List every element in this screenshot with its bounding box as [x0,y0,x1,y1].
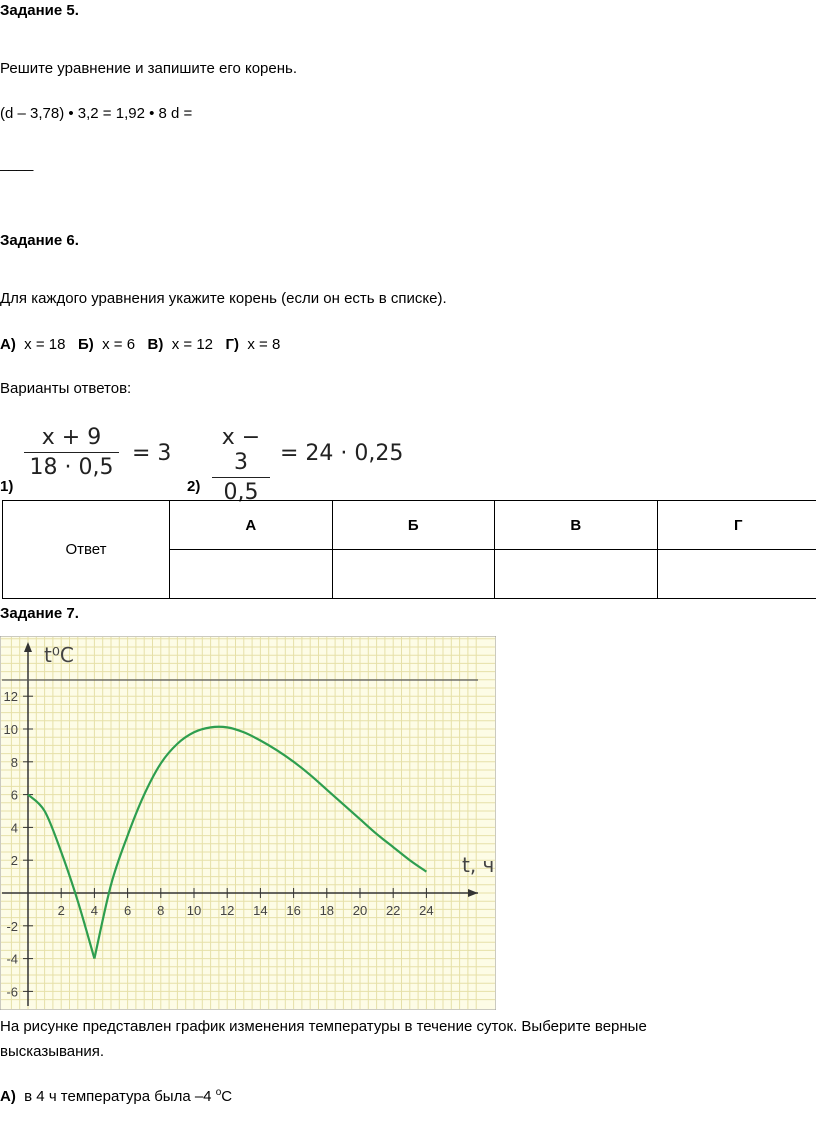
temperature-chart [0,636,496,1010]
task5-equation: (d – 3,78) • 3,2 = 1,92 • 8 d = [0,105,193,122]
option-b-label: Б) [77,336,94,353]
header-a: А [170,501,333,550]
answer-cell-d[interactable] [657,550,816,599]
x-tick-label: 2 [57,903,65,918]
y-tick-label: 2 [10,853,18,869]
answer-label: Ответ [3,501,170,599]
y-tick-label: -6 [6,984,18,1000]
x-tick-label: 4 [90,903,99,918]
task5-instruction: Решите уравнение и запишите его корень. [0,60,298,77]
header-d: Г [657,501,816,550]
answer-cell-c[interactable] [495,550,658,599]
option-d-label: Г) [225,336,240,353]
x-tick-label: 14 [253,903,268,918]
task7-description: На рисунке представлен график изменения температуры в течение суток. Выберите верные [0,1018,647,1035]
eq2-denominator: 0,5 [223,480,259,505]
option-a-text: x = 18 [24,336,66,353]
eq1-denominator: 18 · 0,5 [29,455,114,480]
x-tick-label: 18 [319,903,335,918]
x-tick-label: 20 [352,903,368,918]
eq1-number: 1) [0,478,14,495]
eq2-rhs: = 24 · 0,25 [280,441,404,466]
y-tick-label: 10 [3,722,18,737]
task5-answer-line[interactable]: ____ [0,155,34,172]
y-tick-label: 8 [10,754,18,770]
eq1-fraction [24,425,119,480]
y-tick-label: 4 [10,820,18,836]
eq2-numerator: x − 3 [221,425,261,475]
y-tick-label: 12 [3,689,18,705]
option-c-label: В) [147,336,164,353]
option-d-text: x = 8 [247,336,281,353]
y-tick-label: 6 [10,787,18,803]
chart-background [0,636,496,1010]
task7-description-2: высказывания. [0,1043,105,1060]
degree-sup: o [215,1087,222,1098]
option-b-text: x = 6 [102,336,136,353]
task7-title: Задание 7. [0,605,79,622]
x-tick-label: 22 [385,903,401,918]
x-tick-label: 6 [123,903,132,918]
y-tick-label: -2 [6,918,18,934]
eq1-numerator: x + 9 [41,425,102,450]
y-axis-label: t⁰C [44,643,74,667]
answer-table [2,500,816,599]
x-tick-label: 12 [219,903,235,918]
option-c-text: x = 12 [171,336,213,353]
eq2-number: 2) [187,478,201,495]
task5-title: Задание 5. [0,2,79,19]
x-axis-label: t, ч [462,853,495,877]
task6-options [0,336,280,353]
task6-instruction: Для каждого уравнения укажите корень (если он есть в списке). [0,290,447,307]
statement-a-unit: С [221,1088,233,1105]
header-c: В [495,501,658,550]
x-tick-label: 24 [419,903,434,918]
option-a-label: А) [0,336,16,353]
variants-label: Варианты ответов: [0,380,132,397]
task6-title: Задание 6. [0,232,79,249]
statement-a-label: А) [0,1088,16,1105]
x-tick-label: 10 [186,903,202,918]
eq1-rhs: = 3 [132,441,172,466]
y-tick-label: -4 [6,951,18,967]
answer-cell-a[interactable] [170,550,333,599]
statement-a [0,1087,232,1105]
x-tick-label: 16 [286,903,301,918]
x-tick-label: 8 [157,903,165,918]
statement-a-text: в 4 ч температура была –4 [24,1088,212,1105]
header-b: Б [332,501,495,550]
eq2-fraction [212,425,270,505]
answer-cell-b[interactable] [332,550,495,599]
